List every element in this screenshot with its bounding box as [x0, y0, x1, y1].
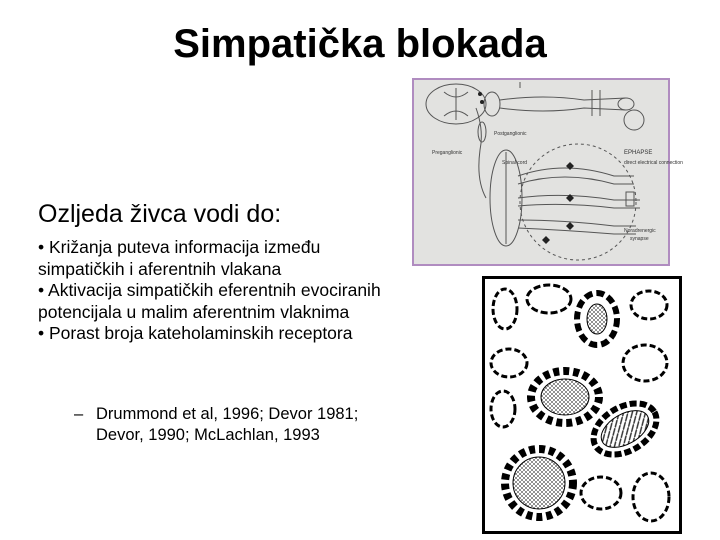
reference-block	[74, 404, 404, 446]
axon-small	[581, 477, 621, 509]
reference-text: Drummond et al, 1996; Devor 1981; Devor, 1990; McLachlan, 1993	[96, 405, 359, 444]
label-noradrenergic: Noradrenergic	[624, 228, 656, 234]
bullet-item: • Porast broja kateholaminskih receptora	[38, 323, 353, 343]
neuron-dot	[480, 100, 484, 104]
axon-small	[633, 473, 669, 521]
label-noradrenergic-caption: synapse	[630, 236, 649, 242]
fiber-cross-section-diagram	[482, 276, 682, 534]
axon-small	[493, 289, 517, 329]
fiber-upper	[518, 168, 634, 184]
synapse-marker	[542, 236, 550, 244]
label-ephapse: EPHAPSE	[624, 150, 653, 156]
nerve-terminal	[618, 98, 634, 110]
magnified-region-circle	[520, 144, 636, 260]
axon-small	[631, 291, 667, 319]
nerve-trunk	[500, 97, 626, 111]
axon-core	[587, 304, 607, 334]
axon-small	[527, 285, 571, 313]
slide-title: Simpatička blokada	[173, 22, 547, 66]
synapse-marker	[566, 162, 574, 170]
bullet-item: • Križanja puteva informacija između simpatičkih i aferentnih vlakana	[38, 237, 321, 279]
bullet-item: • Aktivacija simpatičkih eferentnih evociranih potencijala u malim aferentnim vlaknima	[38, 280, 381, 322]
label-ephapse-caption: direct electrical connection	[624, 160, 683, 166]
synapse-marker	[566, 222, 574, 230]
nerve-pathway-diagram	[412, 78, 683, 266]
nerve-pathway-drawing	[414, 80, 683, 264]
label-postganglionic: Postganglionic	[494, 131, 527, 137]
chain-ganglion	[478, 122, 486, 142]
axon-core	[541, 379, 589, 415]
reference-dash: –	[74, 405, 84, 423]
ephapse-marker	[624, 110, 644, 130]
axon-core	[595, 403, 655, 455]
axon-core	[513, 457, 565, 509]
neuron-dot	[478, 92, 482, 96]
axon-small	[491, 391, 515, 427]
fiber-cross-section-drawing	[485, 279, 679, 531]
ephapse-junction	[626, 192, 634, 206]
fiber-lower	[518, 220, 636, 234]
gray-matter-shape	[444, 88, 468, 120]
bullet-list	[38, 237, 408, 345]
label-preganglionic: Preganglionic	[432, 150, 463, 156]
preganglionic-path	[476, 108, 486, 198]
axon-small	[623, 345, 667, 381]
label-spinal-cord: Spinal cord	[502, 160, 528, 166]
slide-subtitle: Ozljeda živca vodi do:	[38, 200, 282, 228]
axon-small	[491, 349, 527, 377]
fiber-middle	[518, 195, 640, 208]
